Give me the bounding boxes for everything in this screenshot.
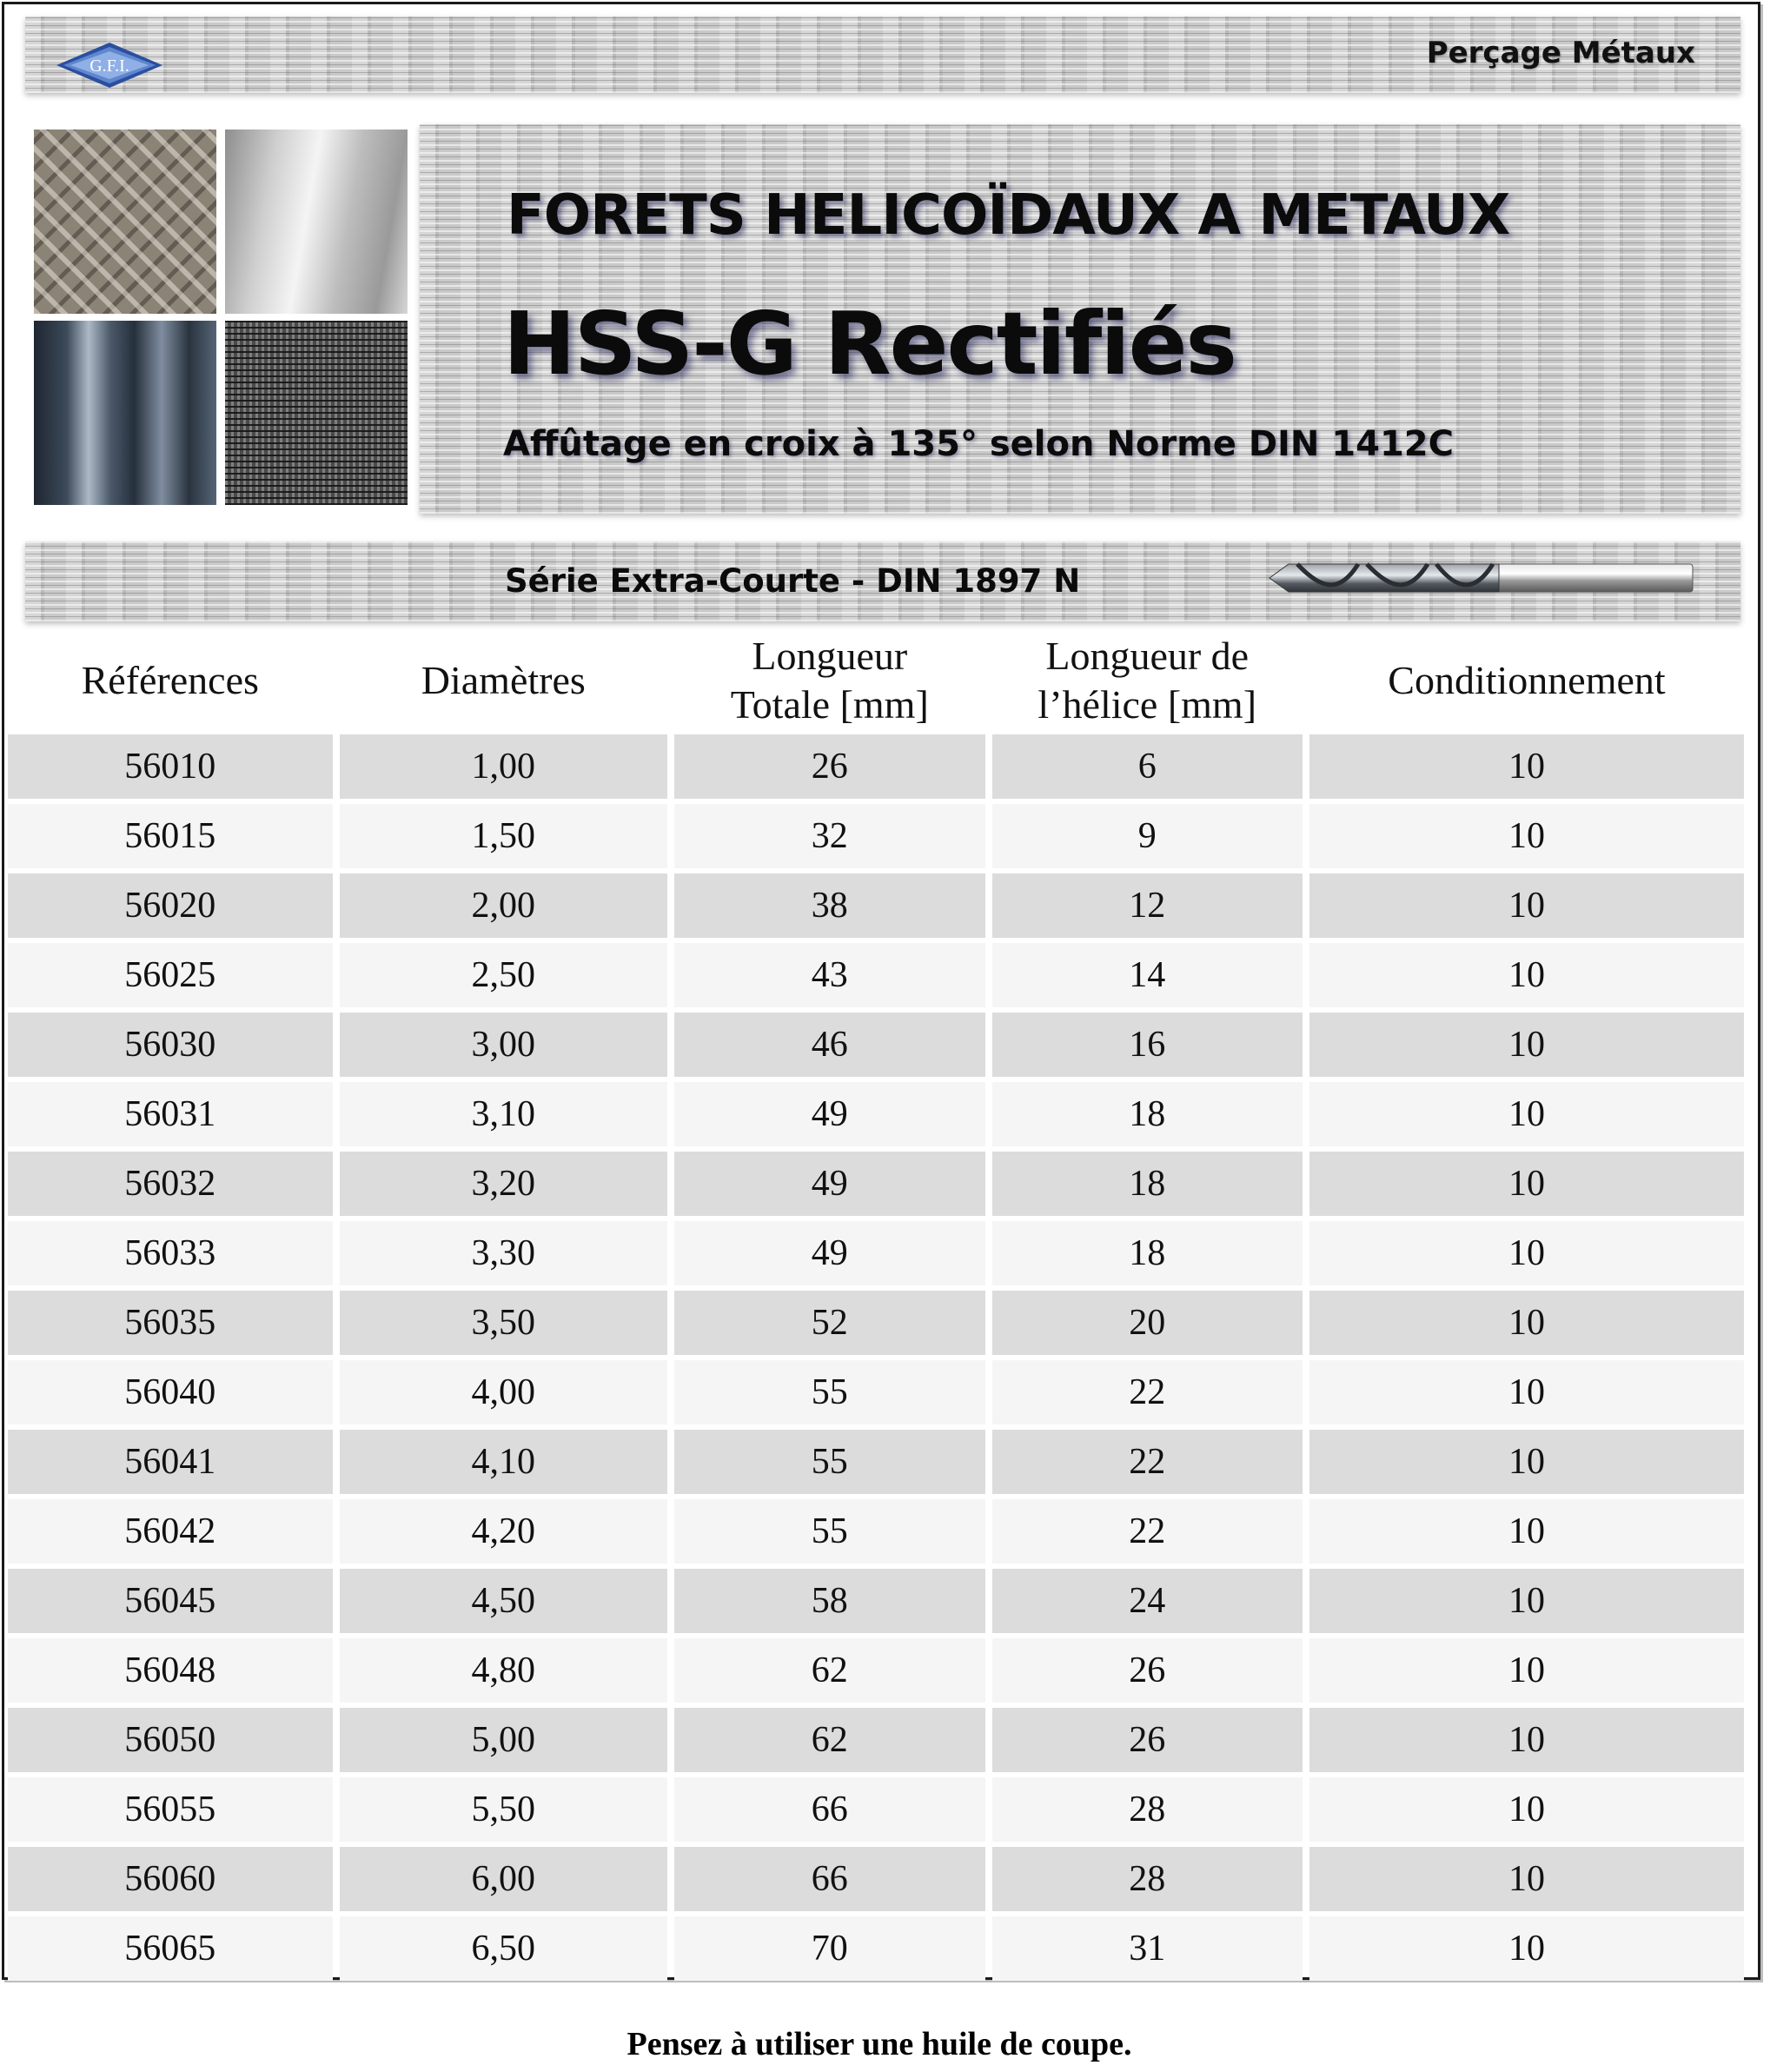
diameter-cell: 3,00 <box>340 1013 668 1077</box>
total-length-cell: 55 <box>674 1499 984 1564</box>
flute-length-cell: 22 <box>992 1360 1303 1424</box>
diameter-cell: 6,00 <box>340 1847 668 1911</box>
flute-length-cell: 18 <box>992 1082 1303 1146</box>
table-row <box>8 1777 1744 1842</box>
total-length-cell: 52 <box>674 1291 984 1355</box>
reference-cell: 56020 <box>8 873 333 938</box>
diameter-cell: 4,80 <box>340 1638 668 1703</box>
diameter-cell: 4,00 <box>340 1360 668 1424</box>
reference-cell: 56031 <box>8 1082 333 1146</box>
logo-text: G.F.I. <box>90 56 129 76</box>
table-row <box>8 1499 1744 1564</box>
diameter-cell: 2,00 <box>340 873 668 938</box>
packaging-cell: 10 <box>1309 943 1744 1007</box>
packaging-cell: 10 <box>1309 1221 1744 1285</box>
diameter-cell: 2,50 <box>340 943 668 1007</box>
diameter-cell: 3,50 <box>340 1291 668 1355</box>
product-title: FORETS HELICOÏDAUX A METAUX <box>507 183 1510 248</box>
col-header-diameters: Diamètres <box>340 632 668 729</box>
reference-cell: 56050 <box>8 1708 333 1772</box>
packaging-cell: 10 <box>1309 1916 1744 1981</box>
total-length-cell: 38 <box>674 873 984 938</box>
packaging-cell: 10 <box>1309 1708 1744 1772</box>
steel-bar-tile <box>34 321 216 505</box>
total-length-cell: 66 <box>674 1777 984 1842</box>
reference-cell: 56010 <box>8 734 333 799</box>
table-row <box>8 1569 1744 1633</box>
diameter-cell: 4,20 <box>340 1499 668 1564</box>
col-header-flute-length: Longueur de l’hélice [mm] <box>992 632 1303 729</box>
col-header-references: Références <box>8 632 333 729</box>
diameter-cell: 6,50 <box>340 1916 668 1981</box>
packaging-cell: 10 <box>1309 1847 1744 1911</box>
reference-cell: 56032 <box>8 1152 333 1216</box>
table-header-row <box>8 632 1744 729</box>
table-row <box>8 943 1744 1007</box>
diameter-cell: 1,50 <box>340 804 668 868</box>
gfi-logo-icon <box>53 39 166 91</box>
reference-cell: 56048 <box>8 1638 333 1703</box>
table-row <box>8 1638 1744 1703</box>
table-row <box>8 1221 1744 1285</box>
total-length-cell: 55 <box>674 1360 984 1424</box>
title-panel <box>420 124 1740 514</box>
total-length-cell: 66 <box>674 1847 984 1911</box>
product-table <box>1 627 1751 1986</box>
total-length-cell: 49 <box>674 1082 984 1146</box>
reference-cell: 56025 <box>8 943 333 1007</box>
flute-length-cell: 18 <box>992 1152 1303 1216</box>
series-banner <box>25 541 1740 621</box>
diameter-cell: 4,50 <box>340 1569 668 1633</box>
packaging-cell: 10 <box>1309 1152 1744 1216</box>
table-row <box>8 873 1744 938</box>
reference-cell: 56042 <box>8 1499 333 1564</box>
reference-cell: 56055 <box>8 1777 333 1842</box>
total-length-cell: 62 <box>674 1708 984 1772</box>
footer-note: Pensez à utiliser une huile de coupe. <box>626 2026 1132 2062</box>
total-length-cell: 26 <box>674 734 984 799</box>
packaging-cell: 10 <box>1309 1638 1744 1703</box>
packaging-cell: 10 <box>1309 1082 1744 1146</box>
table-row <box>8 1013 1744 1077</box>
reference-cell: 56033 <box>8 1221 333 1285</box>
total-length-cell: 70 <box>674 1916 984 1981</box>
flute-length-cell: 24 <box>992 1569 1303 1633</box>
reference-cell: 56040 <box>8 1360 333 1424</box>
flute-length-cell: 9 <box>992 804 1303 868</box>
table-row <box>8 1708 1744 1772</box>
product-grade: HSS-G Rectifiés <box>503 293 1236 395</box>
diameter-cell: 5,00 <box>340 1708 668 1772</box>
table-row <box>8 1152 1744 1216</box>
flute-length-cell: 6 <box>992 734 1303 799</box>
flute-length-cell: 26 <box>992 1638 1303 1703</box>
diamond-plate-tile <box>34 130 216 314</box>
packaging-cell: 10 <box>1309 873 1744 938</box>
section-label: Perçage Métaux <box>1426 36 1695 70</box>
reference-cell: 56041 <box>8 1430 333 1494</box>
packaging-cell: 10 <box>1309 804 1744 868</box>
total-length-cell: 49 <box>674 1221 984 1285</box>
reference-cell: 56015 <box>8 804 333 868</box>
reference-cell: 56065 <box>8 1916 333 1981</box>
packaging-cell: 10 <box>1309 1777 1744 1842</box>
diameter-cell: 4,10 <box>340 1430 668 1494</box>
total-length-cell: 43 <box>674 943 984 1007</box>
packaging-cell: 10 <box>1309 1013 1744 1077</box>
flute-length-cell: 20 <box>992 1291 1303 1355</box>
flute-length-cell: 12 <box>992 873 1303 938</box>
table-row <box>8 1291 1744 1355</box>
packaging-cell: 10 <box>1309 1291 1744 1355</box>
table-row <box>8 1847 1744 1911</box>
flute-length-cell: 26 <box>992 1708 1303 1772</box>
catalog-sheet <box>2 2 1760 1980</box>
diameter-cell: 5,50 <box>340 1777 668 1842</box>
diameter-cell: 3,20 <box>340 1152 668 1216</box>
flute-length-cell: 16 <box>992 1013 1303 1077</box>
packaging-cell: 10 <box>1309 1569 1744 1633</box>
flute-length-cell: 28 <box>992 1777 1303 1842</box>
diameter-cell: 3,10 <box>340 1082 668 1146</box>
total-length-cell: 62 <box>674 1638 984 1703</box>
packaging-cell: 10 <box>1309 1499 1744 1564</box>
table-row <box>8 1082 1744 1146</box>
total-length-cell: 55 <box>674 1430 984 1494</box>
diameter-cell: 3,30 <box>340 1221 668 1285</box>
total-length-cell: 32 <box>674 804 984 868</box>
metal-mesh-tile <box>225 321 408 505</box>
table-row <box>8 1430 1744 1494</box>
packaging-cell: 10 <box>1309 734 1744 799</box>
flute-length-cell: 18 <box>992 1221 1303 1285</box>
product-spec: Affûtage en croix à 135° selon Norme DIN 1412C <box>503 424 1454 464</box>
col-header-total-length: Longueur Totale [mm] <box>674 632 984 729</box>
brushed-steel-tile <box>225 130 408 314</box>
total-length-cell: 46 <box>674 1013 984 1077</box>
material-tiles <box>34 130 413 508</box>
reference-cell: 56035 <box>8 1291 333 1355</box>
flute-length-cell: 28 <box>992 1847 1303 1911</box>
total-length-cell: 58 <box>674 1569 984 1633</box>
table-row <box>8 804 1744 868</box>
table-row <box>8 734 1744 799</box>
top-banner <box>25 17 1740 93</box>
table-row <box>8 1360 1744 1424</box>
reference-cell: 56030 <box>8 1013 333 1077</box>
packaging-cell: 10 <box>1309 1360 1744 1424</box>
reference-cell: 56045 <box>8 1569 333 1633</box>
flute-length-cell: 14 <box>992 943 1303 1007</box>
total-length-cell: 49 <box>674 1152 984 1216</box>
table-row <box>8 1916 1744 1981</box>
col-header-packaging: Conditionnement <box>1309 632 1744 729</box>
reference-cell: 56060 <box>8 1847 333 1911</box>
diameter-cell: 1,00 <box>340 734 668 799</box>
flute-length-cell: 22 <box>992 1430 1303 1494</box>
flute-length-cell: 22 <box>992 1499 1303 1564</box>
packaging-cell: 10 <box>1309 1430 1744 1494</box>
flute-length-cell: 31 <box>992 1916 1303 1981</box>
drill-bit-icon <box>1263 552 1695 604</box>
series-label: Série Extra-Courte - DIN 1897 N <box>505 562 1081 600</box>
